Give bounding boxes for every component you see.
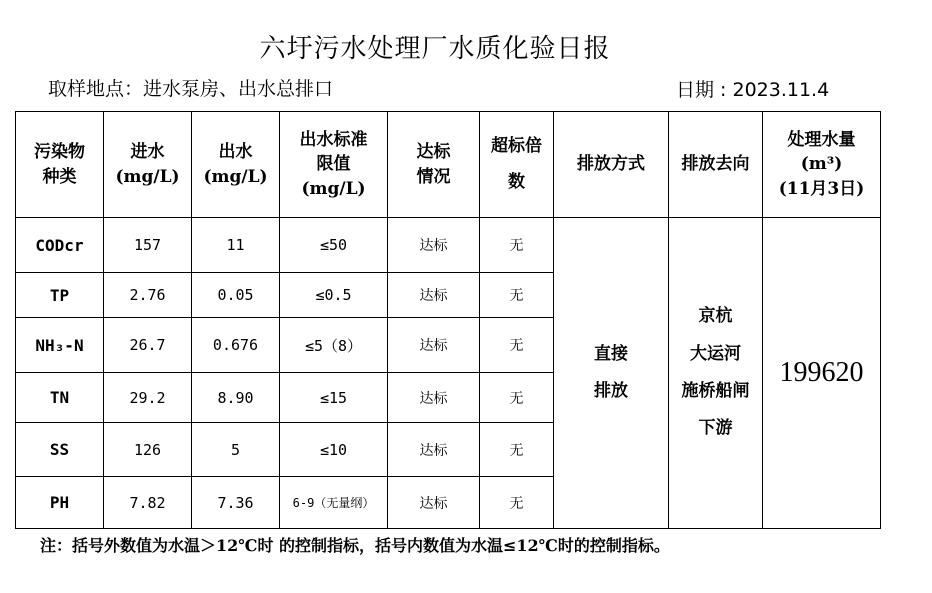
exceed-value: 无	[480, 218, 554, 273]
outflow-value: 5	[192, 423, 280, 477]
limit-value: ≤50	[280, 218, 388, 273]
header-pollutant: 污染物 种类	[16, 112, 104, 218]
sampling-location: 取样地点：进水泵房、出水总排口	[48, 78, 334, 100]
header-method: 排放方式	[554, 112, 669, 218]
inflow-value: 157	[104, 218, 192, 273]
exceed-value: 无	[480, 273, 554, 318]
exceed-value: 无	[480, 423, 554, 477]
status-value: 达标	[388, 318, 480, 373]
pollutant-name: CODcr	[16, 218, 104, 273]
exceed-value: 无	[480, 477, 554, 529]
outflow-value: 7.36	[192, 477, 280, 529]
header-volume: 处理水量 (m³) (11月3日)	[763, 112, 881, 218]
pollutant-name: TN	[16, 373, 104, 423]
inflow-value: 126	[104, 423, 192, 477]
header-inflow: 进水 (mg/L)	[104, 112, 192, 218]
outflow-value: 0.676	[192, 318, 280, 373]
outflow-value: 11	[192, 218, 280, 273]
pollutant-name: SS	[16, 423, 104, 477]
status-value: 达标	[388, 423, 480, 477]
status-value: 达标	[388, 218, 480, 273]
header-outflow: 出水 (mg/L)	[192, 112, 280, 218]
pollutant-name: TP	[16, 273, 104, 318]
limit-value: 6-9（无量纲）	[280, 477, 388, 529]
discharge-method: 直接 排放	[554, 218, 669, 529]
limit-value: ≤10	[280, 423, 388, 477]
water-quality-table	[15, 111, 881, 529]
outflow-value: 8.90	[192, 373, 280, 423]
report-title: 六圩污水处理厂水质化验日报	[259, 34, 611, 64]
limit-value: ≤0.5	[280, 273, 388, 318]
limit-value: ≤5（8）	[280, 318, 388, 373]
status-value: 达标	[388, 477, 480, 529]
pollutant-name: PH	[16, 477, 104, 529]
status-value: 达标	[388, 273, 480, 318]
header-destination: 排放去向	[669, 112, 763, 218]
header-exceed: 超标倍 数	[480, 112, 554, 218]
inflow-value: 29.2	[104, 373, 192, 423]
footnote: 注：括号外数值为水温＞12℃时 的控制指标，括号内数值为水温≤12℃时的控制指标。	[40, 536, 670, 555]
header-status: 达标 情况	[388, 112, 480, 218]
report-date: 日期 : 2023.11.4	[676, 79, 830, 101]
exceed-value: 无	[480, 318, 554, 373]
inflow-value: 26.7	[104, 318, 192, 373]
outflow-value: 0.05	[192, 273, 280, 318]
inflow-value: 2.76	[104, 273, 192, 318]
table-header-row	[16, 112, 881, 218]
status-value: 达标	[388, 373, 480, 423]
inflow-value: 7.82	[104, 477, 192, 529]
header-limit: 出水标准 限值 (mg/L)	[280, 112, 388, 218]
exceed-value: 无	[480, 373, 554, 423]
limit-value: ≤15	[280, 373, 388, 423]
treatment-volume: 199620	[763, 218, 881, 529]
pollutant-name: NH₃-N	[16, 318, 104, 373]
discharge-destination: 京杭 大运河 施桥船闸 下游	[669, 218, 763, 529]
table-row	[16, 218, 881, 273]
